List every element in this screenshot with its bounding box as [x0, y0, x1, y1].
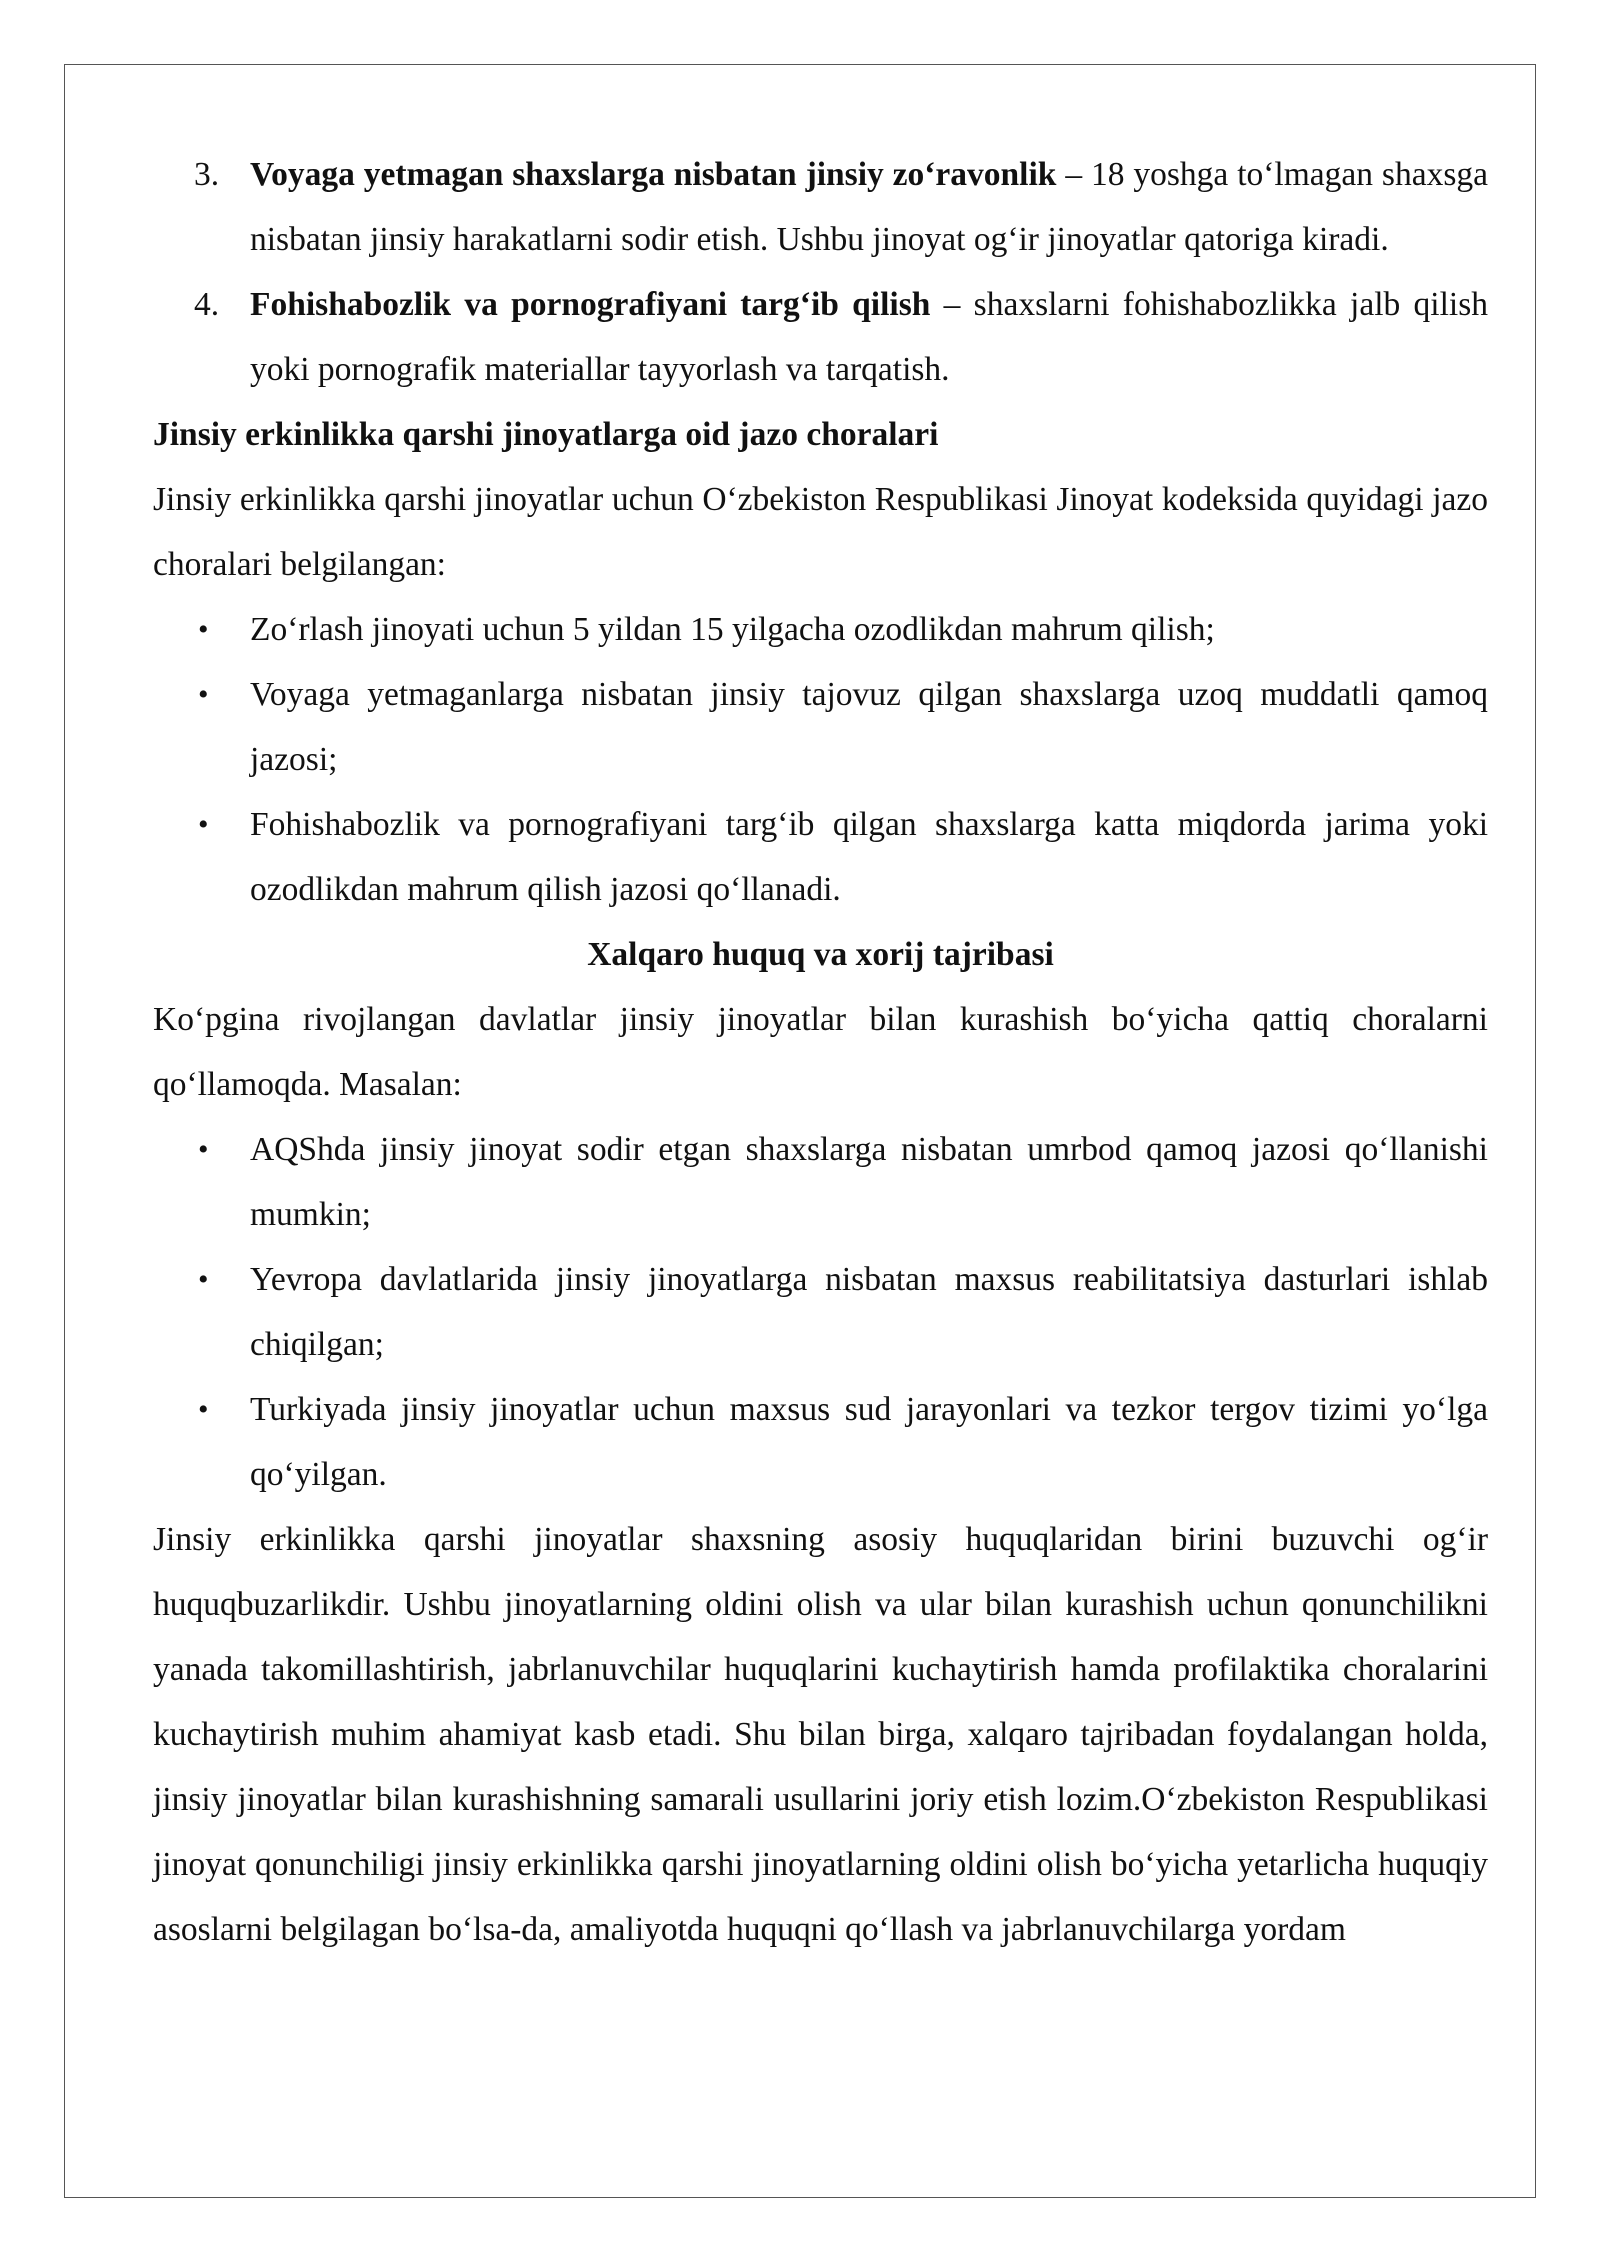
bullet-icon: • [198, 1393, 209, 1426]
list-item-text: Fohishabozlik va pornografiyani targ‘ib qilgan shaxslarga katta miqdorda jarima yoki ozodlikdan mahrum qilish jazosi qo‘llanadi. [250, 806, 1488, 908]
list-item-text: Turkiyada jinsiy jinoyatlar uchun maxsus sud jarayonlari va tezkor tergov tizimi yo‘lga qo‘yilgan. [250, 1391, 1488, 1493]
list-item-term: Fohishabozlik va pornografiyani targ‘ib qilish [250, 286, 931, 323]
list-item-text: Yevropa davlatlarida jinsiy jinoyatlarga nisbatan maxsus reabilitatsiya dasturlari ishlab chiqilgan; [250, 1261, 1488, 1363]
list-number: 3. [194, 156, 220, 193]
bullet-icon: • [198, 808, 209, 841]
list-item-term: Voyaga yetmagan shaxslarga nisbatan jinsiy zo‘ravonlik [250, 156, 1057, 193]
list-item [194, 272, 1488, 402]
international-heading: Xalqaro huquq va xorij tajribasi [587, 936, 1054, 973]
list-item-text: – shaxslarni fohishabozlikka jalb qilish yoki pornografik materiallar tayyorlash va tarqatish. [250, 286, 1488, 388]
list-item [194, 142, 1488, 272]
document-body [153, 142, 1488, 1962]
list-item [198, 597, 1488, 662]
list-item [198, 792, 1488, 922]
bullet-icon: • [198, 1133, 209, 1166]
international-list [153, 1117, 1488, 1507]
penalties-intro: Jinsiy erkinlikka qarshi jinoyatlar uchun O‘zbekiston Respublikasi Jinoyat kodeksida quyidagi jazo choralari belgilangan: [153, 481, 1488, 583]
list-item-text: – 18 yoshga to‘lmagan shaxsga nisbatan jinsiy harakatlarni sodir etish. Ushbu jinoyat og‘ir jinoyatlar qatoriga kiradi. [250, 156, 1488, 258]
list-item [198, 1117, 1488, 1247]
list-item-text: Voyaga yetmaganlarga nisbatan jinsiy tajovuz qilgan shaxslarga uzoq muddatli qamoq jazosi; [250, 676, 1488, 778]
numbered-list [153, 142, 1488, 402]
international-intro: Ko‘pgina rivojlangan davlatlar jinsiy jinoyatlar bilan kurashish bo‘yicha qattiq choralarni qo‘llamoqda. Masalan: [153, 1001, 1488, 1103]
list-number: 4. [194, 286, 220, 323]
list-item [198, 662, 1488, 792]
list-item-text: AQShda jinsiy jinoyat sodir etgan shaxslarga nisbatan umrbod qamoq jazosi qo‘llanishi mumkin; [250, 1131, 1488, 1233]
bullet-icon: • [198, 678, 209, 711]
conclusion-paragraph: Jinsiy erkinlikka qarshi jinoyatlar shaxsning asosiy huquqlaridan birini buzuvchi og‘ir huquqbuzarlikdir. Ushbu jinoyatlarning oldini olish va ular bilan kurashish uchun qonunchilikni yanada takomillashtirish, jabrlanuvchilar huquqlarini kuchaytirish hamda profilaktika choralarini kuchaytirish muhim ahamiyat kasb etadi. Shu bilan birga, xalqaro tajribadan foydalangan holda, jinsiy jinoyatlar bilan kurashishning samarali usullarini joriy etish lozim.O‘zbekiston Respublikasi jinoyat qonunchiligi jinsiy erkinlikka qarshi jinoyatlarning oldini olish bo‘yicha yetarlicha huquqiy asoslarni belgilagan bo‘lsa-da, amaliyotda huquqni qo‘llash va jabrlanuvchilarga yordam [153, 1521, 1488, 1948]
list-item-text: Zo‘rlash jinoyati uchun 5 yildan 15 yilgacha ozodlikdan mahrum qilish; [250, 611, 1215, 648]
penalties-list [153, 597, 1488, 922]
bullet-icon: • [198, 1263, 209, 1296]
list-item [198, 1377, 1488, 1507]
bullet-icon: • [198, 613, 209, 646]
penalties-heading: Jinsiy erkinlikka qarshi jinoyatlarga oid jazo choralari [153, 416, 939, 453]
list-item [198, 1247, 1488, 1377]
